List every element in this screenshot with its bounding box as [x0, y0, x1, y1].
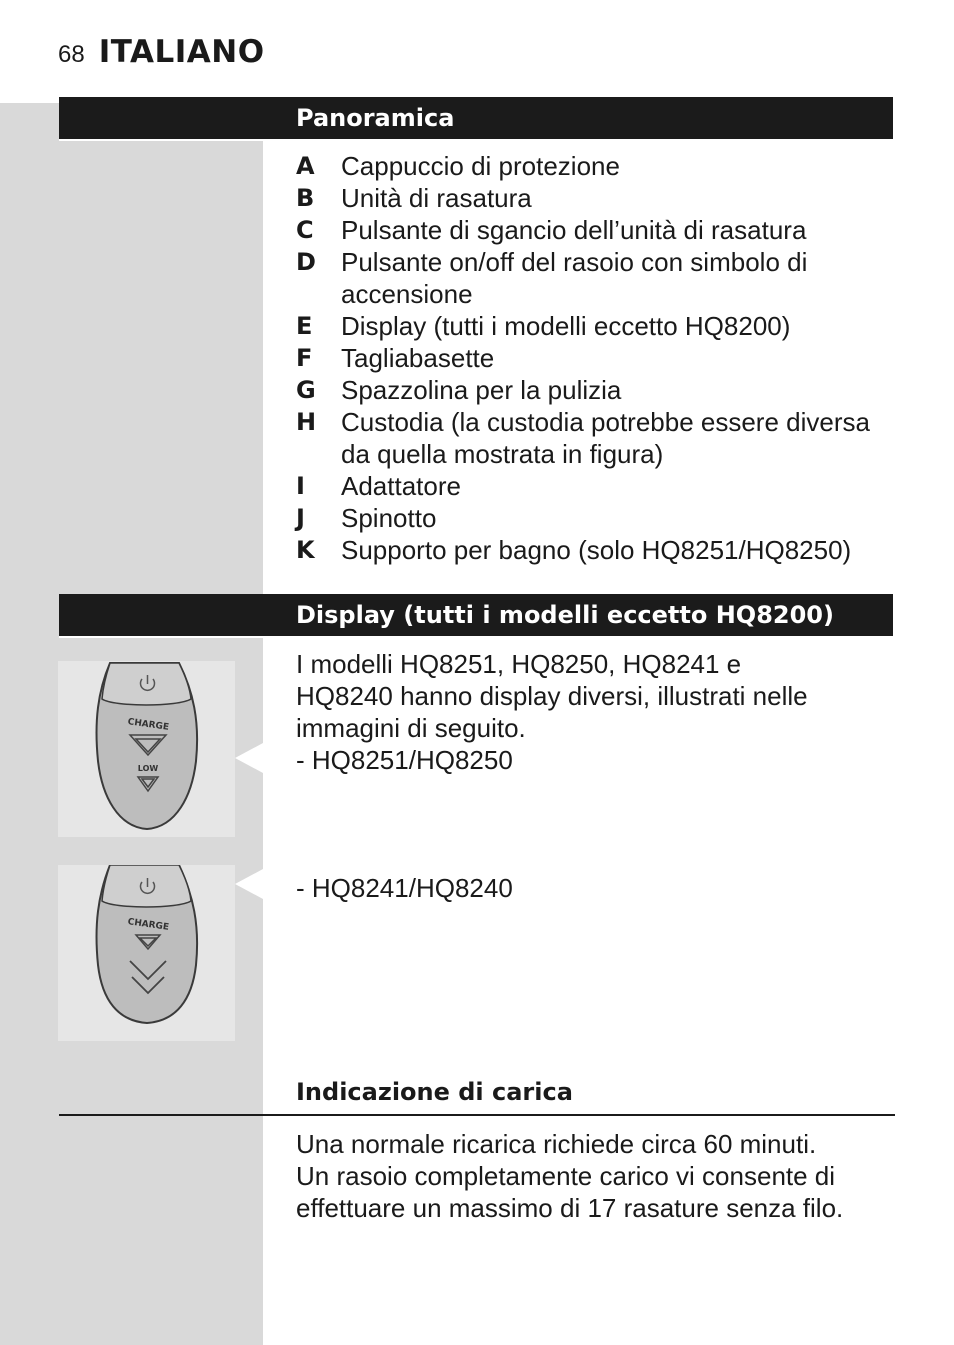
model-label-2: - HQ8241/HQ8240 — [296, 873, 513, 903]
part-label: Adattatore — [341, 471, 461, 501]
parts-list — [296, 150, 896, 566]
list-item — [296, 342, 896, 374]
part-letter: B — [296, 184, 315, 212]
part-letter: C — [296, 216, 314, 244]
page-header — [58, 34, 265, 74]
list-item — [296, 374, 896, 406]
charge-text: Una normale ricarica richiede circa 60 minuti. Un rasoio completamente carico vi consente di effettuare un massimo di 17 rasature senza filo. — [296, 1129, 844, 1223]
display-figure-1 — [58, 661, 235, 837]
figure-pointer — [235, 743, 263, 773]
list-item — [296, 246, 896, 310]
part-label: Supporto per bagno (solo HQ8251/HQ8250) — [341, 535, 852, 565]
charge-label: CHARGE — [126, 717, 170, 733]
charge-section-title: Indicazione di carica — [296, 1078, 573, 1106]
part-letter: F — [296, 344, 313, 372]
part-letter: E — [296, 312, 313, 340]
part-label: Cappuccio di protezione — [341, 151, 620, 181]
page-number: 68 — [58, 41, 85, 68]
list-item — [296, 534, 896, 566]
list-item — [296, 470, 896, 502]
part-label: Spinotto — [341, 503, 437, 533]
list-item — [296, 310, 896, 342]
part-letter: D — [296, 248, 316, 276]
part-letter: A — [296, 152, 315, 180]
list-item — [296, 182, 896, 214]
display-figure-2 — [58, 865, 235, 1041]
list-item — [296, 406, 896, 470]
part-label: Pulsante on/off del rasoio con simbolo di accensione — [341, 247, 808, 309]
list-item — [296, 214, 896, 246]
model-label-1: - HQ8251/HQ8250 — [296, 745, 513, 775]
figure-pointer — [235, 869, 263, 899]
list-item — [296, 150, 896, 182]
display-intro: I modelli HQ8251, HQ8250, HQ8241 e HQ8240 hanno display diversi, illustrati nelle immagini di seguito. — [296, 649, 808, 743]
language-title: ITALIANO — [98, 34, 265, 70]
list-item — [296, 502, 896, 534]
divider — [59, 139, 264, 141]
part-label: Custodia (la custodia potrebbe essere diversa da quella mostrata in figura) — [341, 407, 870, 469]
part-label: Tagliabasette — [341, 343, 495, 373]
section-title-display — [59, 594, 893, 636]
part-letter: G — [296, 376, 316, 404]
divider — [59, 636, 264, 638]
part-label: Display (tutti i modelli eccetto HQ8200) — [341, 311, 791, 341]
display-illustration-1 — [58, 661, 235, 837]
display-illustration-2 — [58, 865, 235, 1041]
part-letter: I — [296, 472, 305, 500]
charge-label: CHARGE — [126, 917, 170, 933]
display-title: Display (tutti i modelli eccetto HQ8200) — [296, 601, 834, 629]
part-letter: K — [296, 536, 315, 564]
part-letter: J — [296, 504, 305, 532]
part-label: Spazzolina per la pulizia — [341, 375, 622, 405]
low-label: LOW — [137, 764, 159, 773]
part-label: Unità di rasatura — [341, 183, 532, 213]
part-label: Pulsante di sgancio dell’unità di rasatura — [341, 215, 807, 245]
section-rule — [59, 1114, 895, 1116]
section-title-overview — [59, 97, 893, 139]
overview-title: Panoramica — [296, 104, 455, 132]
part-letter: H — [296, 408, 317, 436]
